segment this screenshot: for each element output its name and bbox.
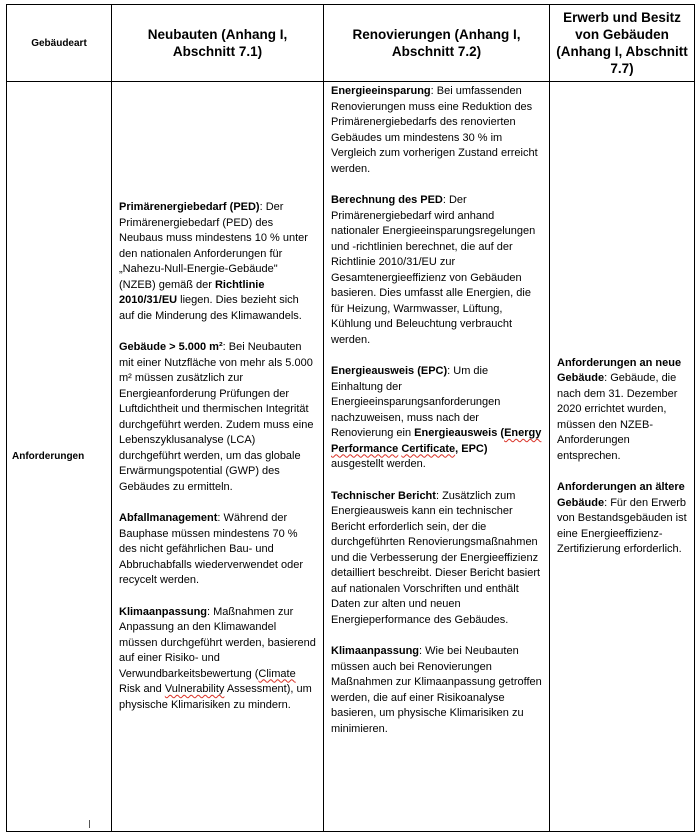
old-building-req-paragraph: Anforderungen an ältere Gebäude: Für den Erwerb von Bestandsgebäuden ist eine Energieeffizienz-Zertifizierung erforderlich. [557,481,687,555]
saving-title: Energieeinsparung [331,85,431,97]
ped-calc-title: Berechnung des PED [331,194,443,206]
header-renovations: Renovierungen (Anhang I, Abschnitt 7.2) [324,5,550,82]
climate-paragraph-new: Klimaanpassung: Maßnahmen zur Anpassung an den Klimawandel müssen durchgeführt werden, basierend auf einer Risiko- und Verwundbarkeitsbewertung (Climate Risk and Vulnerability Assessment), um physische Klimarisiken zu mindern. [119,605,316,711]
tech-report-title: Technischer Bericht [331,489,436,502]
large-building-paragraph: Gebäude > 5.000 m²: Bei Neubauten mit einer Nutzfläche von mehr als 5.000 m² müssen zusätzlich zur Energieanforderung Prüfungen der Luftdichtheit und thermischen Integrität durchgeführt werden. Zudem muss eine Lebenszyklusanalyse (LCA) durchgeführt werden, um das globale Erwärmungspotential (GWP) des Gebäudes zu ermitteln. [119,341,314,493]
epc-paragraph: Energieausweis (EPC): Um die Einhaltung der Energieeinsparungsanforderungen nachzuweisen, muss nach der Renovierung ein Energieausweis (Energy Performance Certificate, EPC) ausgestellt werden. [331,365,542,470]
row-label: Anforderungen [7,82,112,832]
waste-title: Abfallmanagement [119,512,218,524]
climate-paragraph-renovation: Klimaanpassung: Wie bei Neubauten müssen auch bei Renovierungen Maßnahmen zur Klimaanpassung getroffen werden, die auf einer Risikoanalyse basieren, um physische Klimarisiken zu minimieren. [331,645,542,735]
saving-paragraph: Energieeinsparung: Bei umfassenden Renovierungen muss eine Reduktion des Primärenergiebedarfs des renovierten Gebäudes um mindestens 30 % im Vergleich zum vorherigen Zustand erreicht werden. [331,85,538,175]
tech-report-paragraph: Technischer Bericht: Zusätzlich zum Energieausweis kann ein technischer Bericht erforderlich sein, der die durchgeführten Renovierungsmaßnahmen und die Verbesserung der Energieeffizienz detailliert beschreibt. Dieser Bericht basiert auf nationalen Vorschriften und enthält Daten zur alten und neuen Energieperformance des Gebäudes. [331,489,541,626]
old-building-req-title: Anforderungen an ältere Gebäude [557,481,685,509]
climate-title-renovation: Klimaanpassung [331,645,420,657]
ped-title: Primärenergiebedarf (PED) [119,201,260,213]
renovations-cell [324,82,550,832]
new-building-req-paragraph: Anforderungen an neue Gebäude: Gebäude, die nach dem 31. Dezember 2020 errichtet wurden, müssen den NZEB-Anforderungen entsprechen. [557,356,682,462]
header-building-type: Gebäudeart [7,5,112,82]
ped-calc-paragraph: Berechnung des PED: Der Primärenergiebedarf wird anhand nationaler Energieeinsparungsregelungen und -richtlinien berechnet, die auf der Richtlinie 2010/31/EU zur Gesamtenergieeffizienz von Gebäuden basieren. Dies umfasst alle Energien, die für Heizung, Warmwasser, Lüftung, Kühlung und Beleuchtung verbraucht werden. [331,194,536,346]
header-row [7,5,695,82]
epc-bold: Energieausweis (Energy Performance Certificate, EPC) [331,427,542,455]
text-cursor-mark [89,820,90,828]
header-new-buildings: Neubauten (Anhang I, Abschnitt 7.1) [112,5,324,82]
large-building-title: Gebäude > 5.000 m² [119,341,223,353]
epc-title: Energieausweis (EPC) [331,365,448,377]
requirements-row [7,82,695,832]
new-building-req-title: Anforderungen an neue Gebäude [557,356,682,384]
ped-paragraph: Primärenergiebedarf (PED): Der Primärenergiebedarf (PED) des Neubaus muss mindestens 10 % unter den nationalen Anforderungen für „Nahezu-Null-Energie-Gebäude" (NZEB) gemäß der Richtlinie 2010/31/EU liegen. Dies bezieht sich auf die Minderung des Klimawandels. [119,201,308,322]
requirements-table [6,4,695,832]
header-acquisition: Erwerb und Besitz von Gebäuden (Anhang I, Abschnitt 7.7) [550,5,695,82]
acquisition-cell [550,82,695,832]
new-buildings-cell [112,82,324,832]
waste-paragraph: Abfallmanagement: Während der Bauphase müssen mindestens 70 % des nicht gefährlichen Bau- und Abbruchabfalls wiederverwendet oder recycelt werden. [119,512,304,586]
directive-ref: Richtlinie 2010/31/EU [119,278,265,306]
climate-title-new: Klimaanpassung [119,605,208,618]
